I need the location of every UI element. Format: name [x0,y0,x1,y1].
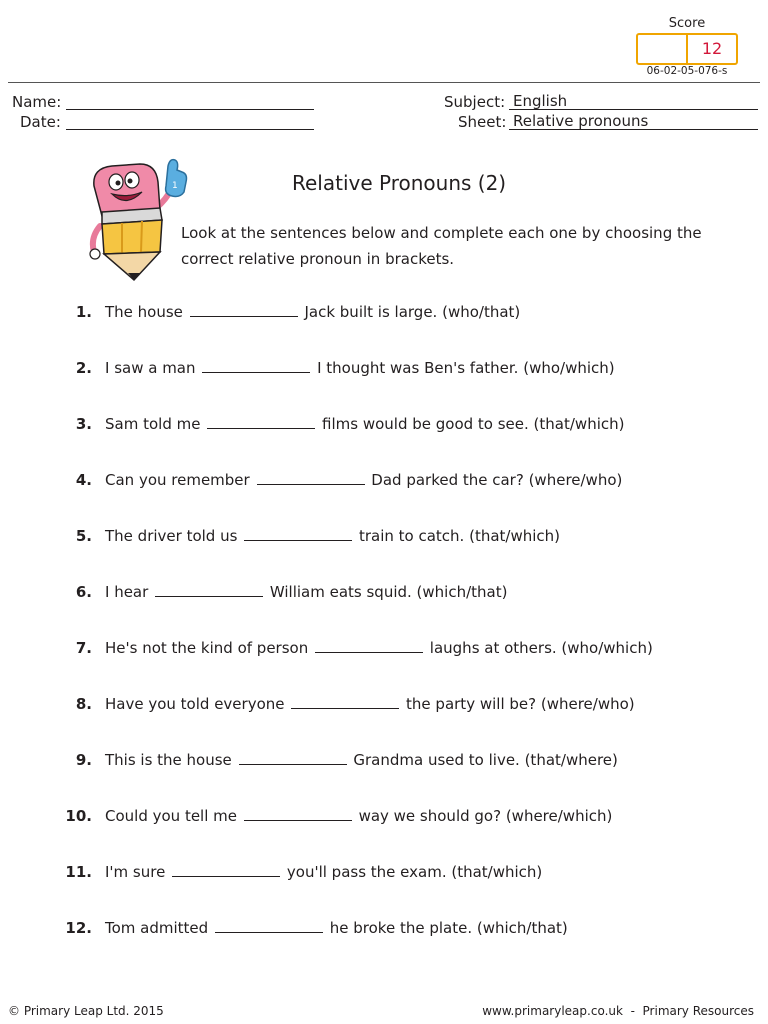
pencil-mascot-icon [82,156,194,284]
question-text-before: I'm sure [105,863,166,881]
name-field[interactable] [66,92,314,110]
instructions [181,220,721,272]
question-text-after: Grandma used to live. (that/where) [353,751,618,769]
question-9 [60,750,740,770]
name-label: Name: [12,93,62,111]
question-8 [60,694,740,714]
answer-blank[interactable] [215,918,323,933]
question-number: 3. [75,415,92,433]
question-4 [60,470,740,490]
instructions-line-1: Look at the sentences below and complete each one by choosing the [181,224,702,242]
subject-label: Subject: [444,93,506,111]
question-number: 7. [75,639,92,657]
question-3 [60,414,740,434]
question-text-before: Could you tell me [105,807,237,825]
answer-blank[interactable] [190,302,298,317]
answer-blank[interactable] [257,470,365,485]
question-11 [60,862,740,882]
footer-website-link[interactable]: www.primaryleap.co.uk - Primary Resources [482,1004,754,1018]
question-text-before: I hear [105,583,149,601]
question-text-before: The driver told us [105,527,238,545]
question-text-after: William eats squid. (which/that) [269,583,508,601]
top-divider [8,82,760,83]
question-number: 2. [75,359,92,377]
question-12 [60,918,740,938]
question-number: 8. [75,695,92,713]
question-text-before: Can you remember [105,471,250,489]
question-text-before: This is the house [105,751,232,769]
question-text-before: Have you told everyone [105,695,285,713]
question-number: 12. [65,919,92,937]
question-2 [60,358,740,378]
score-empty-cell[interactable] [638,35,686,63]
score-value: 12 [686,35,736,63]
question-text-after: train to catch. (that/which) [358,527,561,545]
question-7 [60,638,740,658]
worksheet-title: Relative Pronouns (2) [292,171,507,195]
sheet-code: 06-02-05-076-s [646,65,728,77]
answer-blank[interactable] [207,414,315,429]
subject-field[interactable] [509,92,758,110]
question-text-before: Tom admitted [105,919,209,937]
question-text-after: he broke the plate. (which/that) [329,919,568,937]
question-text-after: films would be good to see. (that/which) [322,415,625,433]
answer-blank[interactable] [244,806,352,821]
sheet-label: Sheet: [458,113,507,131]
date-field[interactable] [66,112,314,130]
question-text-before: Sam told me [105,415,201,433]
question-text-after: laughs at others. (who/which) [429,639,653,657]
subject-value: English [513,92,568,110]
answer-blank[interactable] [244,526,352,541]
question-number: 5. [75,527,92,545]
question-text-after: the party will be? (where/who) [406,695,635,713]
question-text-after: Jack built is large. (who/that) [304,303,521,321]
question-text-before: The house [105,303,183,321]
answer-blank[interactable] [202,358,310,373]
instructions-line-2: correct relative pronoun in brackets. [181,250,455,268]
question-number: 9. [75,751,92,769]
sheet-field[interactable] [509,112,758,130]
footer-copyright: © Primary Leap Ltd. 2015 [8,1004,164,1018]
answer-blank[interactable] [291,694,399,709]
svg-text:1: 1 [172,181,178,191]
sheet-value: Relative pronouns [513,112,649,130]
answer-blank[interactable] [239,750,347,765]
question-text-after: Dad parked the car? (where/who) [371,471,623,489]
answer-blank[interactable] [172,862,280,877]
date-label: Date: [20,113,61,131]
score-label: Score [668,16,706,31]
answer-blank[interactable] [315,638,423,653]
question-number: 1. [75,303,92,321]
answer-blank[interactable] [155,582,263,597]
question-number: 11. [65,863,92,881]
score-box [636,33,738,65]
question-text-after: I thought was Ben's father. (who/which) [317,359,615,377]
question-text-after: you'll pass the exam. (that/which) [286,863,543,881]
question-1 [60,302,740,322]
question-number: 4. [75,471,92,489]
question-text-before: He's not the kind of person [105,639,309,657]
question-text-before: I saw a man [105,359,196,377]
question-text-after: way we should go? (where/which) [358,807,613,825]
question-number: 10. [65,807,92,825]
question-10 [60,806,740,826]
question-number: 6. [75,583,92,601]
question-5 [60,526,740,546]
question-6 [60,582,740,602]
